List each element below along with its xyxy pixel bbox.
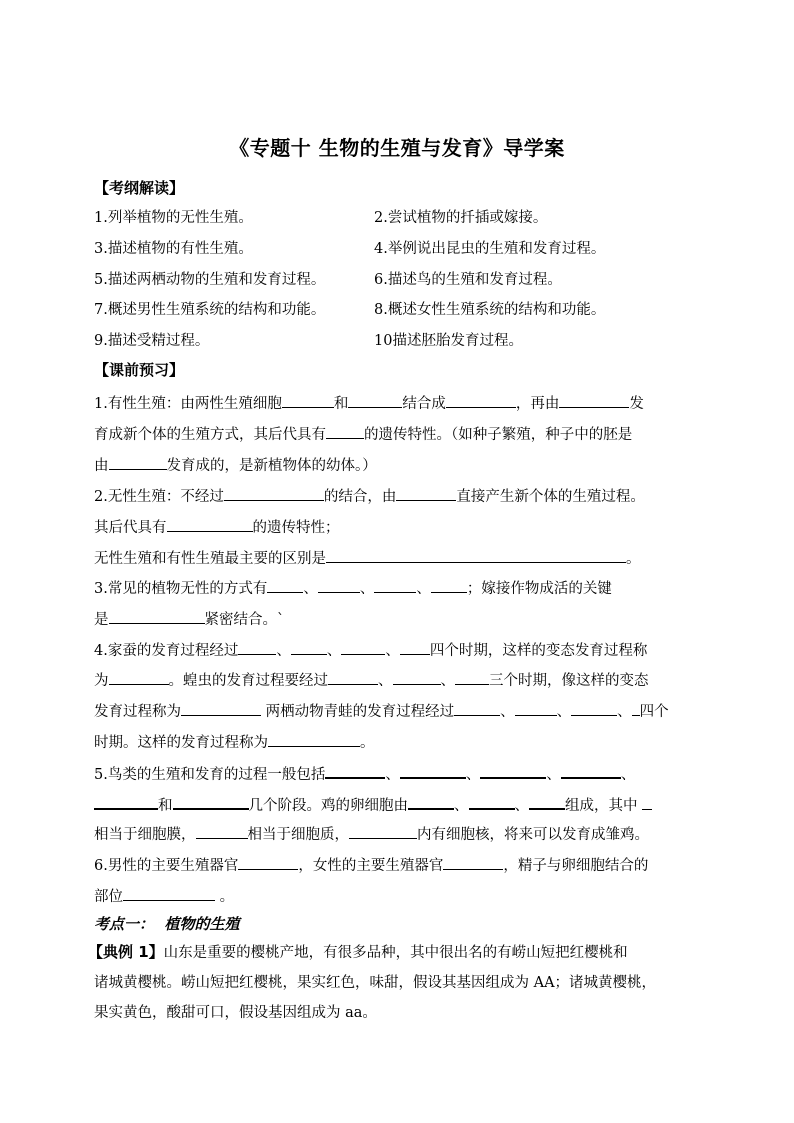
blank[interactable] [167,517,253,532]
page-title: 《专题十 生物的生殖与发育》导学案 [229,136,565,160]
question-1-line-2: 育成新个体的生殖方式，其后代具有 的遗传特性。（如种子繁殖，种子中的胚是 [94,424,632,445]
outline-item-4: 4.举例说出昆虫的生殖和发育过程。 [374,241,606,257]
blank[interactable] [238,640,276,655]
blank[interactable] [632,701,640,716]
blank[interactable] [238,855,298,870]
outline-item-7: 7.概述男性生殖系统的结构和功能。 [94,302,326,318]
blank[interactable] [480,763,546,779]
question-1-line-1: 1.有性生殖：由两性生殖细胞 和 结合成 ，再由 发 [94,393,644,414]
blank[interactable] [400,640,430,655]
outline-item-5: 5.描述两栖动物的生殖和发育过程。 [94,272,326,288]
blank[interactable] [181,701,261,716]
blank[interactable] [267,578,303,593]
question-3-line-1: 3.常见的植物无性的方式有 、 、 、 ；嫁接作物成活的关键 [94,578,612,599]
outline-item-6: 6.描述鸟的生殖和发育过程。 [374,272,562,288]
blank[interactable] [318,578,360,593]
outline-item-10: 10描述胚胎发育过程。 [374,333,523,349]
blank[interactable] [341,640,385,655]
blank[interactable] [94,794,158,810]
blank[interactable] [224,486,324,501]
blank[interactable] [326,548,626,563]
blank[interactable] [393,670,441,685]
outline-item-1: 1.列举植物的无性生殖。 [94,210,253,226]
question-5-line-2: 和 几个阶段。鸡的卵细胞由 、 、 组成，其中 [94,794,652,816]
blank[interactable] [469,794,515,810]
question-4-line-4: 时期。这样的发育过程称为 。 [94,732,375,753]
blank[interactable] [446,393,516,408]
blank[interactable] [282,393,334,408]
question-2-line-2: 其后代具有 的遗传特性； [94,517,340,538]
outline-item-2: 2.尝试植物的扦插或嫁接。 [374,210,548,226]
blank[interactable] [173,794,249,810]
blank[interactable] [408,794,454,810]
blank[interactable] [196,824,248,839]
outline-item-3: 3.描述植物的有性生殖。 [94,241,253,257]
outline-item-9: 9.描述受精过程。 [94,333,210,349]
section-heading-preview: 【课前预习】 [94,361,185,379]
blank[interactable] [400,763,466,779]
question-2-line-1: 2.无性生殖：不经过 的结合，由 直接产生新个体的生殖过程。 [94,486,645,507]
question-4-line-2: 为 。蝗虫的发育过程要经过 、 、 三个时期，像这样的变态 [94,670,649,691]
example-1-line-2: 诸城黄樱桃。崂山短把红樱桃，果实红色，味甜，假设其基因组成为 AA；诸城黄樱桃， [94,975,657,991]
blank[interactable] [123,886,215,901]
blank[interactable] [109,609,205,624]
example-1-line-3: 果实黄色，酸甜可口，假设基因组成为 aa。 [94,1005,377,1021]
blank[interactable] [349,824,417,839]
blank[interactable] [443,855,503,870]
blank[interactable] [571,701,617,716]
blank[interactable] [325,763,385,779]
question-1-line-3: 由 发育成的，是新植物体的幼体。） [94,455,377,476]
blank[interactable] [642,795,652,810]
question-5-line-3: 相当于细胞膜， 相当于细胞质， 内有细胞核，将来可以发育成雏鸡。 [94,824,649,845]
example-1-line-1: 【典例 1】山东是重要的樱桃产地，有很多品种，其中很出名的有崂山短把红樱桃和 [88,943,628,961]
blank[interactable] [454,701,500,716]
question-2-line-3: 无性生殖和有性生殖最主要的区别是 。 [94,548,641,569]
blank[interactable] [374,578,416,593]
blank[interactable] [268,732,360,747]
blank[interactable] [559,393,629,408]
question-3-line-2: 是 紧密结合。` [94,609,284,630]
blank[interactable] [455,670,489,685]
blank[interactable] [109,455,167,470]
section-heading-outline: 【考纲解读】 [94,179,185,197]
question-4-line-3: 发育过程称为 两栖动物青蛙的发育过程经过 、 、 、 四个 [94,701,669,722]
blank[interactable] [561,763,621,779]
question-6-line-1: 6.男性的主要生殖器官 ，女性的主要生殖器官 ，精子与卵细胞结合的 [94,855,648,876]
blank[interactable] [515,701,557,716]
blank[interactable] [109,670,169,685]
point-heading: 考点一： 植物的生殖 [94,915,240,933]
blank[interactable] [328,670,378,685]
outline-item-8: 8.概述女性生殖系统的结构和功能。 [374,302,606,318]
blank[interactable] [431,578,467,593]
blank[interactable] [529,794,565,810]
question-5-line-1: 5.鸟类的生殖和发育的过程一般包括 、 、 、 、 [94,763,635,785]
blank[interactable] [326,424,364,439]
blank[interactable] [348,393,402,408]
blank[interactable] [291,640,327,655]
question-4-line-1: 4.家蚕的发育过程经过 、 、 、 四个时期，这样的变态发育过程称 [94,640,647,661]
blank[interactable] [396,486,456,501]
question-6-line-2: 部位 。 [94,886,234,907]
